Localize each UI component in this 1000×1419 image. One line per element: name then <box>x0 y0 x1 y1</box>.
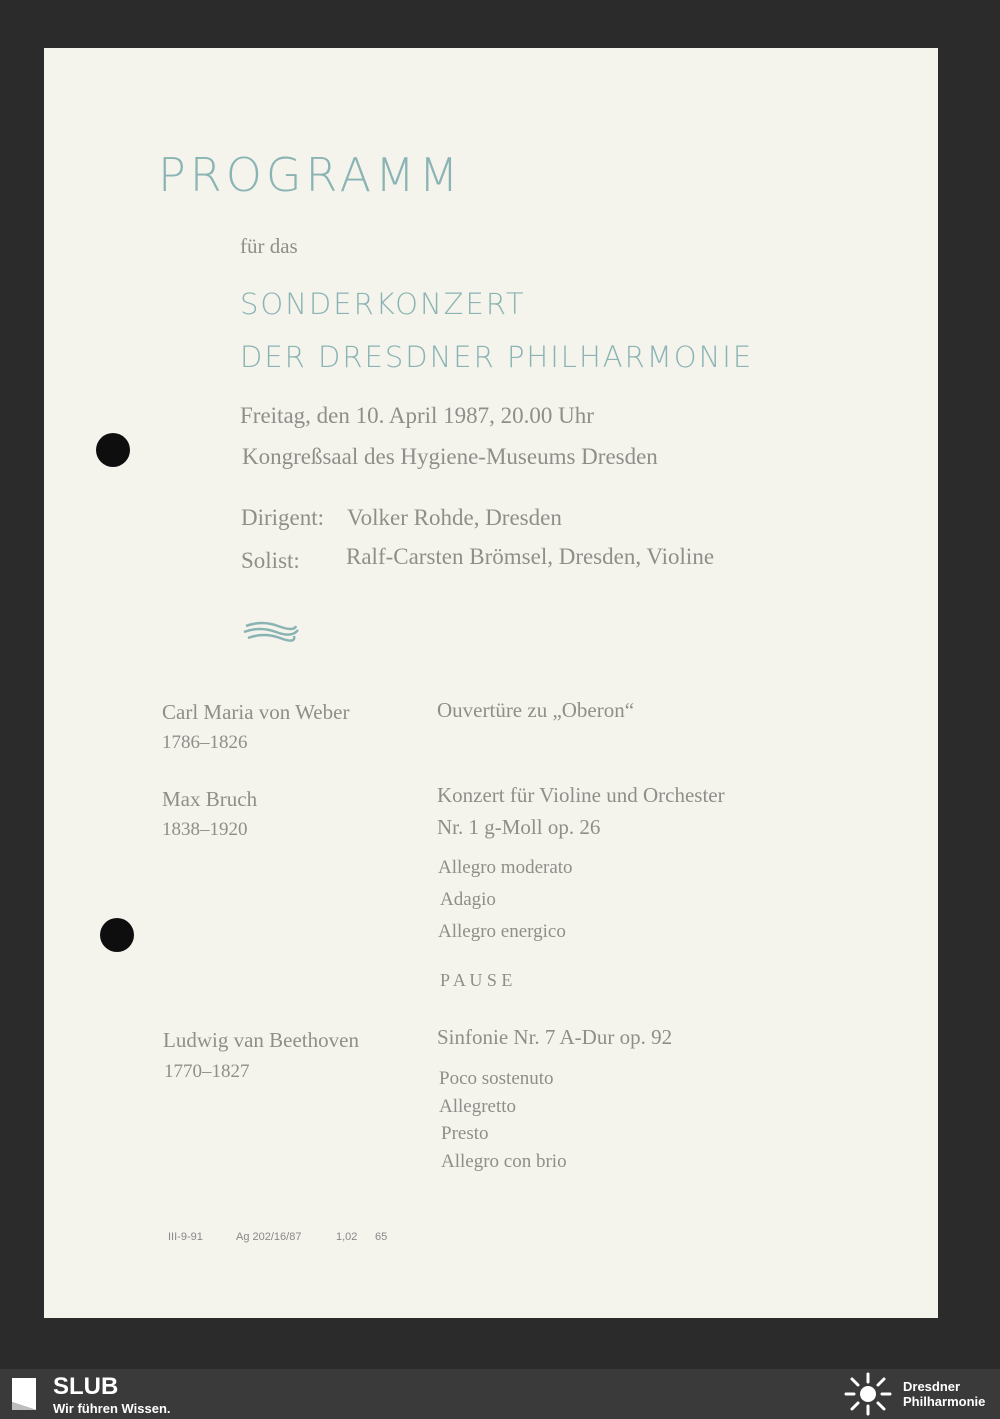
composer-name: Carl Maria von Weber <box>162 700 350 724</box>
soloist-name: Ralf-Carsten Brömsel, Dresden, Violine <box>346 544 715 569</box>
composer-years: 1838–1920 <box>162 819 248 840</box>
footer-bar <box>0 1369 1000 1419</box>
punch-hole <box>100 918 134 952</box>
composer-name: Max Bruch <box>162 787 258 811</box>
page-title: PROGRAMM <box>158 148 463 202</box>
event-title-line2: DER DRESDNER PHILHARMONIE <box>240 340 754 374</box>
movement: Poco sostenuto <box>439 1068 554 1089</box>
work-title: Sinfonie Nr. 7 A-Dur op. 92 <box>437 1025 673 1049</box>
conductor-label: Dirigent: <box>241 505 325 530</box>
work-title-line2: Nr. 1 g-Moll op. 26 <box>437 815 601 839</box>
movement: Presto <box>441 1123 489 1144</box>
print-code: 65 <box>375 1231 388 1243</box>
program-sheet <box>44 48 938 1318</box>
movement: Allegro con brio <box>441 1151 567 1172</box>
pause-label: P A U S E <box>440 970 513 990</box>
philharmonie-line2: Philharmonie <box>903 1394 986 1409</box>
print-code: III-9-91 <box>168 1231 203 1243</box>
ornament-flourish <box>242 618 300 644</box>
slub-tagline: Wir führen Wissen. <box>53 1401 171 1416</box>
conductor-name: Volker Rohde, Dresden <box>347 505 562 530</box>
movement: Adagio <box>440 889 496 910</box>
print-code: Ag 202/16/87 <box>236 1231 302 1243</box>
composer-name: Ludwig van Beethoven <box>163 1028 359 1052</box>
event-title-line1: SONDERKONZERT <box>240 287 526 321</box>
print-code: 1,02 <box>336 1231 358 1243</box>
composer-years: 1786–1826 <box>162 732 248 753</box>
event-venue: Kongreßsaal des Hygiene-Museums Dresden <box>242 444 658 469</box>
punch-hole <box>96 433 130 467</box>
soloist-label: Solist: <box>241 548 300 573</box>
movement: Allegro moderato <box>438 857 573 878</box>
slub-logo-icon <box>10 1376 38 1412</box>
philharmonie-line1: Dresdner <box>903 1379 961 1394</box>
event-date: Freitag, den 10. April 1987, 20.00 Uhr <box>240 403 594 428</box>
dresdner-philharmonie-logo-icon <box>840 1370 896 1418</box>
subtitle-fuer-das: für das <box>240 234 298 258</box>
work-title: Ouvertüre zu „Oberon“ <box>437 698 635 722</box>
work-title-line1: Konzert für Violine und Orchester <box>437 783 725 807</box>
movement: Allegro energico <box>438 921 566 942</box>
movement: Allegretto <box>439 1096 517 1117</box>
slub-title: SLUB <box>53 1373 119 1400</box>
composer-years: 1770–1827 <box>164 1061 250 1082</box>
